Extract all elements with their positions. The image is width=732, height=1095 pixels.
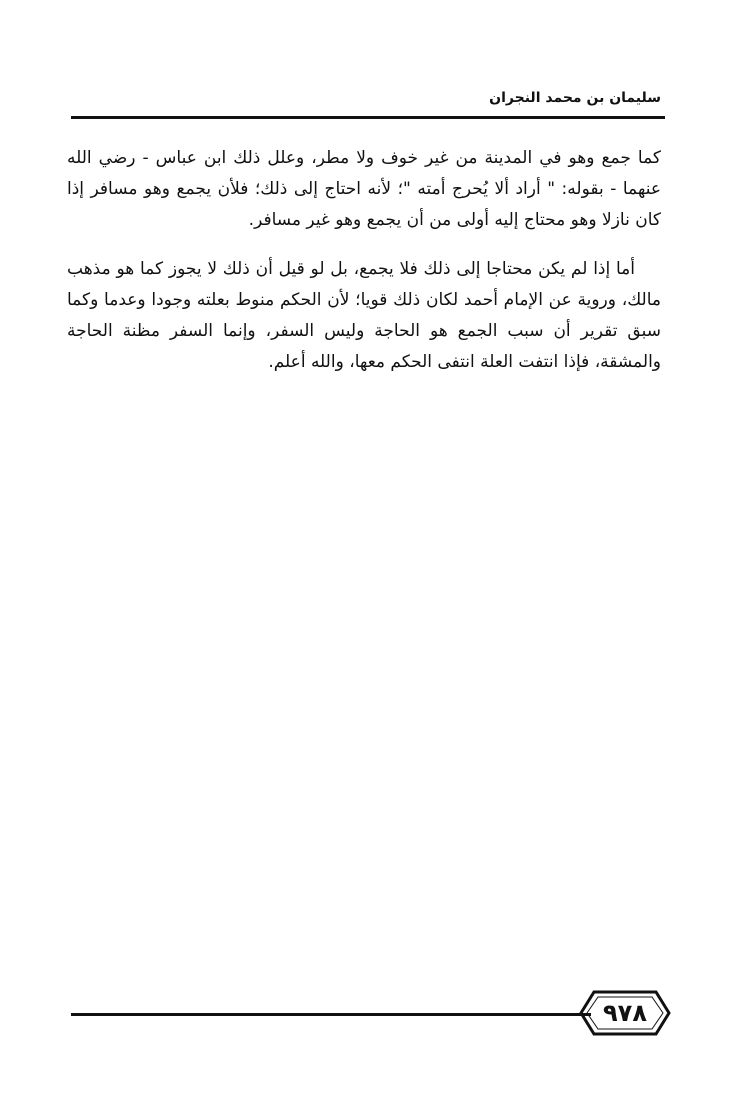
paragraph-1: كما جمع وهو في المدينة من غير خوف ولا مطر، وعلل ذلك ابن عباس - رضي الله عنهما - بقوله: " أراد ألا يُحرج أمته "؛ لأنه احتاج إلى ذلك؛ فلأن يجمع وهو مسافر إذا كان نازلا وهو محتاج إليه أولى من أن يجمع وهو غير مسافر. xyxy=(67,148,661,230)
header-rule xyxy=(71,116,665,119)
page-number: ٩٧٨ xyxy=(603,999,647,1027)
paragraph-2: أما إذا لم يكن محتاجا إلى ذلك فلا يجمع، بل لو قيل أن ذلك لا يجوز كما هو مذهب مالك، وروية عن الإمام أحمد لكان ذلك قويا؛ لأن الحكم منوط بعلته وجودا وعدما وكما سبق تقرير أن سبب الجمع هو الحاجة وليس السفر، وإنما السفر مظنة الحاجة والمشقة، فإذا انتفت العلة انتفى الحكم معها، والله أعلم. xyxy=(67,259,661,372)
running-header: سليمان بن محمد النجران xyxy=(489,90,661,106)
footer-rule xyxy=(71,1013,591,1016)
body-text xyxy=(67,143,661,378)
page-number-badge xyxy=(578,985,672,1041)
